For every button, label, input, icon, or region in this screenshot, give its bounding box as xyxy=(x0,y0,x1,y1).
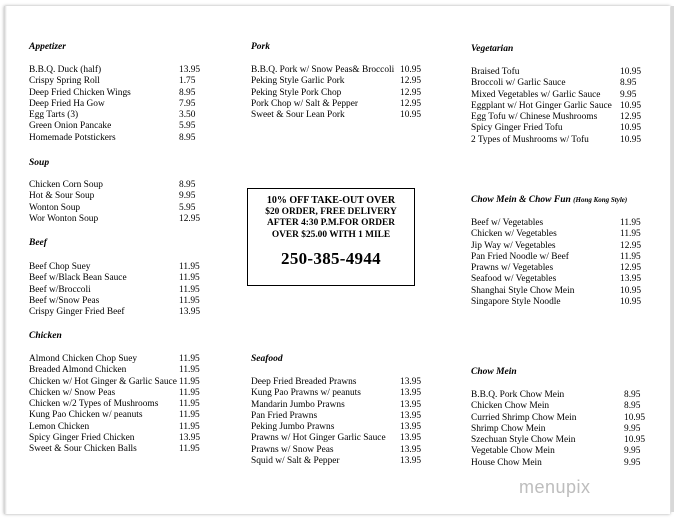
menu-item xyxy=(29,180,214,191)
menu-item xyxy=(251,433,431,444)
item-price: 9.95 xyxy=(179,191,196,202)
promo-line-2: $20 ORDER, FREE DELIVERY xyxy=(265,206,397,217)
item-name: Spicy Ginger Fried Chicken xyxy=(29,433,135,444)
menu-item xyxy=(471,67,651,78)
item-price: 13.95 xyxy=(179,307,201,318)
menu-item xyxy=(471,218,651,229)
item-price: 5.95 xyxy=(179,121,196,132)
menu-item xyxy=(251,445,431,456)
item-price: 11.95 xyxy=(179,262,200,272)
menu-item xyxy=(29,99,214,110)
item-name: Pork Chop w/ Salt & Pepper xyxy=(251,98,359,109)
item-name: Hot & Sour Soup xyxy=(29,191,95,202)
item-price: 12.95 xyxy=(620,240,642,251)
menu-item xyxy=(471,229,651,240)
soup-list xyxy=(29,180,214,225)
item-price: 13.95 xyxy=(400,399,422,410)
item-name: Peking Style Garlic Pork xyxy=(251,76,345,87)
menu-item xyxy=(29,110,214,121)
item-price: 10.95 xyxy=(624,435,646,446)
item-price: 13.95 xyxy=(400,410,422,421)
menu-item xyxy=(471,90,651,101)
item-name: Lemon Chicken xyxy=(29,421,90,432)
chow-mein-fun-list xyxy=(471,218,651,308)
item-price: 11.95 xyxy=(179,444,200,455)
item-price: 10.95 xyxy=(620,100,642,111)
item-price: 10.95 xyxy=(624,412,646,423)
item-price: 10.95 xyxy=(620,67,642,77)
item-name: Braised Tofu xyxy=(471,67,520,77)
menu-item xyxy=(29,121,214,132)
menu-item xyxy=(29,422,214,433)
item-price: 12.95 xyxy=(620,112,642,123)
chow-mein-header: Chow Mein xyxy=(471,367,517,377)
item-name: Beef w/Snow Peas xyxy=(29,295,100,306)
chow-mein-fun-title: Chow Mein & Chow Fun xyxy=(471,195,571,205)
item-name: Sweet & Sour Lean Pork xyxy=(251,110,345,121)
item-name: Wonton Soup xyxy=(29,202,81,213)
item-price: 8.95 xyxy=(179,87,196,98)
menu-item xyxy=(29,285,214,296)
menu-item xyxy=(471,297,651,308)
menu-item xyxy=(251,400,431,411)
item-price: 11.95 xyxy=(179,365,200,376)
menu-item xyxy=(471,401,656,412)
chow-mein-fun-header xyxy=(471,195,627,205)
item-name: B.B.Q. Duck (half) xyxy=(29,65,102,75)
item-price: 13.95 xyxy=(400,422,422,433)
chicken-list xyxy=(29,354,214,456)
item-name: Szechuan Style Chow Mein xyxy=(471,435,576,446)
item-price: 12.95 xyxy=(400,76,422,87)
item-price: 13.95 xyxy=(400,444,422,455)
item-name: Shanghai Style Chow Mein xyxy=(471,285,575,296)
item-name: Mandarin Jumbo Prawns xyxy=(251,399,345,410)
menu-item xyxy=(29,377,214,388)
item-name: Singapore Style Noodle xyxy=(471,297,561,308)
item-price: 11.95 xyxy=(179,354,200,364)
item-name: Kung Pao Chicken w/ peanuts xyxy=(29,410,143,421)
menu-item xyxy=(471,135,651,146)
item-price: 11.95 xyxy=(179,295,200,306)
item-price: 12.95 xyxy=(179,213,201,224)
item-name: Chicken Corn Soup xyxy=(29,180,103,190)
appetizer-header: Appetizer xyxy=(29,42,66,52)
chicken-header: Chicken xyxy=(29,331,62,341)
item-name: B.B.Q. Pork Chow Mein xyxy=(471,390,565,400)
item-price: 13.95 xyxy=(400,456,422,467)
menu-item xyxy=(29,444,214,455)
item-name: Deep Fried Breaded Prawns xyxy=(251,377,357,387)
item-name: Breaded Almond Chicken xyxy=(29,365,127,376)
item-price: 12.95 xyxy=(400,87,422,98)
menu-item xyxy=(29,307,214,318)
item-price: 9.95 xyxy=(624,446,641,457)
item-price: 10.95 xyxy=(400,110,422,121)
menu-item xyxy=(471,263,651,274)
item-name: Chicken w/ Vegetables xyxy=(471,229,557,240)
item-price: 13.95 xyxy=(400,388,422,399)
item-name: Chicken w/ Hot Ginger & Garlic Sauce xyxy=(29,376,177,387)
menu-item xyxy=(29,433,214,444)
menu-item xyxy=(251,76,431,87)
item-price: 11.95 xyxy=(179,273,200,284)
menu-item xyxy=(471,241,651,252)
menu-item xyxy=(29,65,214,76)
menu-item xyxy=(29,273,214,284)
menu-item xyxy=(251,411,431,422)
menu-item xyxy=(251,99,431,110)
menu-item xyxy=(471,101,651,112)
phone-number: 250-385-4944 xyxy=(281,249,381,268)
menu-item xyxy=(251,88,431,99)
promo-line-4: OVER $25.00 WITH 1 MILE xyxy=(271,229,391,240)
chow-mein-fun-subtitle: (Hong Kong Style) xyxy=(573,196,628,204)
promo-box xyxy=(247,188,415,286)
menu-item xyxy=(471,123,651,134)
item-name: Squid w/ Salt & Pepper xyxy=(251,456,340,467)
item-name: Seafood w/ Vegetables xyxy=(471,274,557,285)
menu-item xyxy=(471,424,656,435)
menu-item xyxy=(29,203,214,214)
menu-item xyxy=(29,365,214,376)
item-price: 7.95 xyxy=(179,98,196,109)
item-price: 3.50 xyxy=(179,110,196,121)
menu-item xyxy=(29,354,214,365)
item-name: Wor Wonton Soup xyxy=(29,213,99,224)
item-name: Broccoli w/ Garlic Sauce xyxy=(471,78,566,89)
menu-item xyxy=(29,88,214,99)
item-price: 11.95 xyxy=(179,399,200,410)
menu-item xyxy=(29,262,214,273)
menu-item xyxy=(251,65,431,76)
item-price: 11.95 xyxy=(179,410,200,421)
pork-header: Pork xyxy=(251,42,270,52)
menu-item xyxy=(29,214,214,225)
menu-item xyxy=(471,286,651,297)
item-name: Curried Shrimp Chow Mein xyxy=(471,412,577,423)
item-name: Prawns w/ Vegetables xyxy=(471,263,554,274)
menu-item xyxy=(471,112,651,123)
item-name: Deep Fried Ha Gow xyxy=(29,98,105,109)
item-name: Beef Chop Suey xyxy=(29,262,91,272)
menu-item xyxy=(29,388,214,399)
seafood-header: Seafood xyxy=(251,354,283,364)
item-name: B.B.Q. Pork w/ Snow Peas& Broccoli xyxy=(251,65,395,75)
item-price: 1.75 xyxy=(179,76,196,87)
promo-line-1: 10% OFF TAKE-OUT OVER xyxy=(266,195,396,206)
menu-item xyxy=(29,399,214,410)
item-name: House Chow Mein xyxy=(471,457,542,468)
item-price: 8.95 xyxy=(624,401,641,412)
item-price: 12.95 xyxy=(620,263,642,274)
item-price: 12.95 xyxy=(400,98,422,109)
item-name: Almond Chicken Chop Suey xyxy=(29,354,138,364)
item-name: Egg Tofu w/ Chinese Mushrooms xyxy=(471,112,598,123)
item-price: 9.95 xyxy=(620,89,637,100)
menu-item xyxy=(251,456,431,467)
appetizer-list xyxy=(29,65,214,144)
item-price: 10.95 xyxy=(620,134,642,145)
item-name: Chicken w/ Snow Peas xyxy=(29,387,116,398)
item-name: Deep Fried Chicken Wings xyxy=(29,87,131,98)
item-price: 13.95 xyxy=(179,433,201,444)
vegetarian-list xyxy=(471,67,651,146)
menu-item xyxy=(29,191,214,202)
menu-item xyxy=(29,410,214,421)
item-price: 10.95 xyxy=(620,297,642,308)
item-price: 13.95 xyxy=(179,65,201,75)
item-name: Beef w/ Vegetables xyxy=(471,218,544,228)
item-name: 2 Types of Mushrooms w/ Tofu xyxy=(471,134,589,145)
item-name: Crispy Spring Roll xyxy=(29,76,100,87)
item-price: 11.95 xyxy=(179,376,200,387)
item-name: Pan Fried Prawns xyxy=(251,410,318,421)
promo-line-3: AFTER 4:30 P.M.FOR ORDER xyxy=(266,218,396,228)
item-price: 13.95 xyxy=(400,433,422,444)
item-name: Pan Fried Noodle w/ Beef xyxy=(471,251,569,262)
item-price: 11.95 xyxy=(179,421,200,432)
item-name: Spicy Ginger Fried Tofu xyxy=(471,123,563,134)
seafood-list xyxy=(251,377,431,467)
item-price: 11.95 xyxy=(620,251,641,262)
item-price: 9.95 xyxy=(624,457,641,468)
pork-list xyxy=(251,65,431,121)
item-price: 11.95 xyxy=(620,229,641,240)
item-price: 9.95 xyxy=(624,423,641,434)
menu-item xyxy=(29,133,214,144)
menu-item xyxy=(251,110,431,121)
item-price: 8.95 xyxy=(624,390,641,400)
item-price: 11.95 xyxy=(179,387,200,398)
item-name: Jip Way w/ Vegetables xyxy=(471,240,556,251)
item-name: Shrimp Chow Mein xyxy=(471,423,546,434)
item-name: Green Onion Pancake xyxy=(29,121,112,132)
item-price: 13.95 xyxy=(620,274,642,285)
menu-item xyxy=(29,296,214,307)
item-name: Chicken w/2 Types of Mushrooms xyxy=(29,399,159,410)
chow-mein-list xyxy=(471,390,656,469)
item-name: Peking Jumbo Prawns xyxy=(251,422,335,433)
soup-header: Soup xyxy=(29,158,50,168)
menu-item xyxy=(471,274,651,285)
menu-item xyxy=(471,435,656,446)
item-name: Crispy Ginger Fried Beef xyxy=(29,307,125,318)
item-price: 8.95 xyxy=(179,180,196,190)
item-price: 10.95 xyxy=(620,123,642,134)
menu-item xyxy=(471,78,651,89)
beef-list xyxy=(29,262,214,318)
item-name: Eggplant w/ Hot Ginger Garlic Sauce xyxy=(471,100,612,111)
menu-item xyxy=(29,76,214,87)
item-name: Kung Pao Prawns w/ peanuts xyxy=(251,388,361,399)
item-name: Mixed Vegetables w/ Garlic Sauce xyxy=(471,89,601,100)
item-name: Sweet & Sour Chicken Balls xyxy=(29,444,137,455)
menupix-watermark: menupix xyxy=(519,477,591,497)
item-name: Beef w/Black Bean Sauce xyxy=(29,273,127,284)
menu-item xyxy=(251,388,431,399)
item-name: Vegetable Chow Mein xyxy=(471,446,555,457)
item-name: Peking Style Pork Chop xyxy=(251,87,342,98)
item-price: 13.95 xyxy=(400,377,422,387)
item-price: 10.95 xyxy=(620,285,642,296)
item-price: 5.95 xyxy=(179,202,196,213)
item-name: Chicken Chow Mein xyxy=(471,401,550,412)
item-name: Egg Tarts (3) xyxy=(29,110,79,121)
vegetarian-header: Vegetarian xyxy=(471,44,514,54)
item-price: 11.95 xyxy=(620,218,641,228)
item-name: Beef w/Broccoli xyxy=(29,284,91,295)
item-name: Prawns w/ Snow Peas xyxy=(251,444,334,455)
item-name: Homemade Potstickers xyxy=(29,132,116,143)
menu-item xyxy=(251,422,431,433)
item-name: Prawns w/ Hot Ginger Garlic Sauce xyxy=(251,433,386,444)
beef-header: Beef xyxy=(29,238,47,248)
item-price: 10.95 xyxy=(400,65,422,75)
item-price: 8.95 xyxy=(179,132,196,143)
item-price: 11.95 xyxy=(179,284,200,295)
menu-item xyxy=(251,377,431,388)
item-price: 8.95 xyxy=(620,78,637,89)
menu-item xyxy=(471,458,656,469)
menu-item xyxy=(471,413,656,424)
menu-item xyxy=(471,390,656,401)
menu-item xyxy=(471,252,651,263)
menu-item xyxy=(471,446,656,457)
